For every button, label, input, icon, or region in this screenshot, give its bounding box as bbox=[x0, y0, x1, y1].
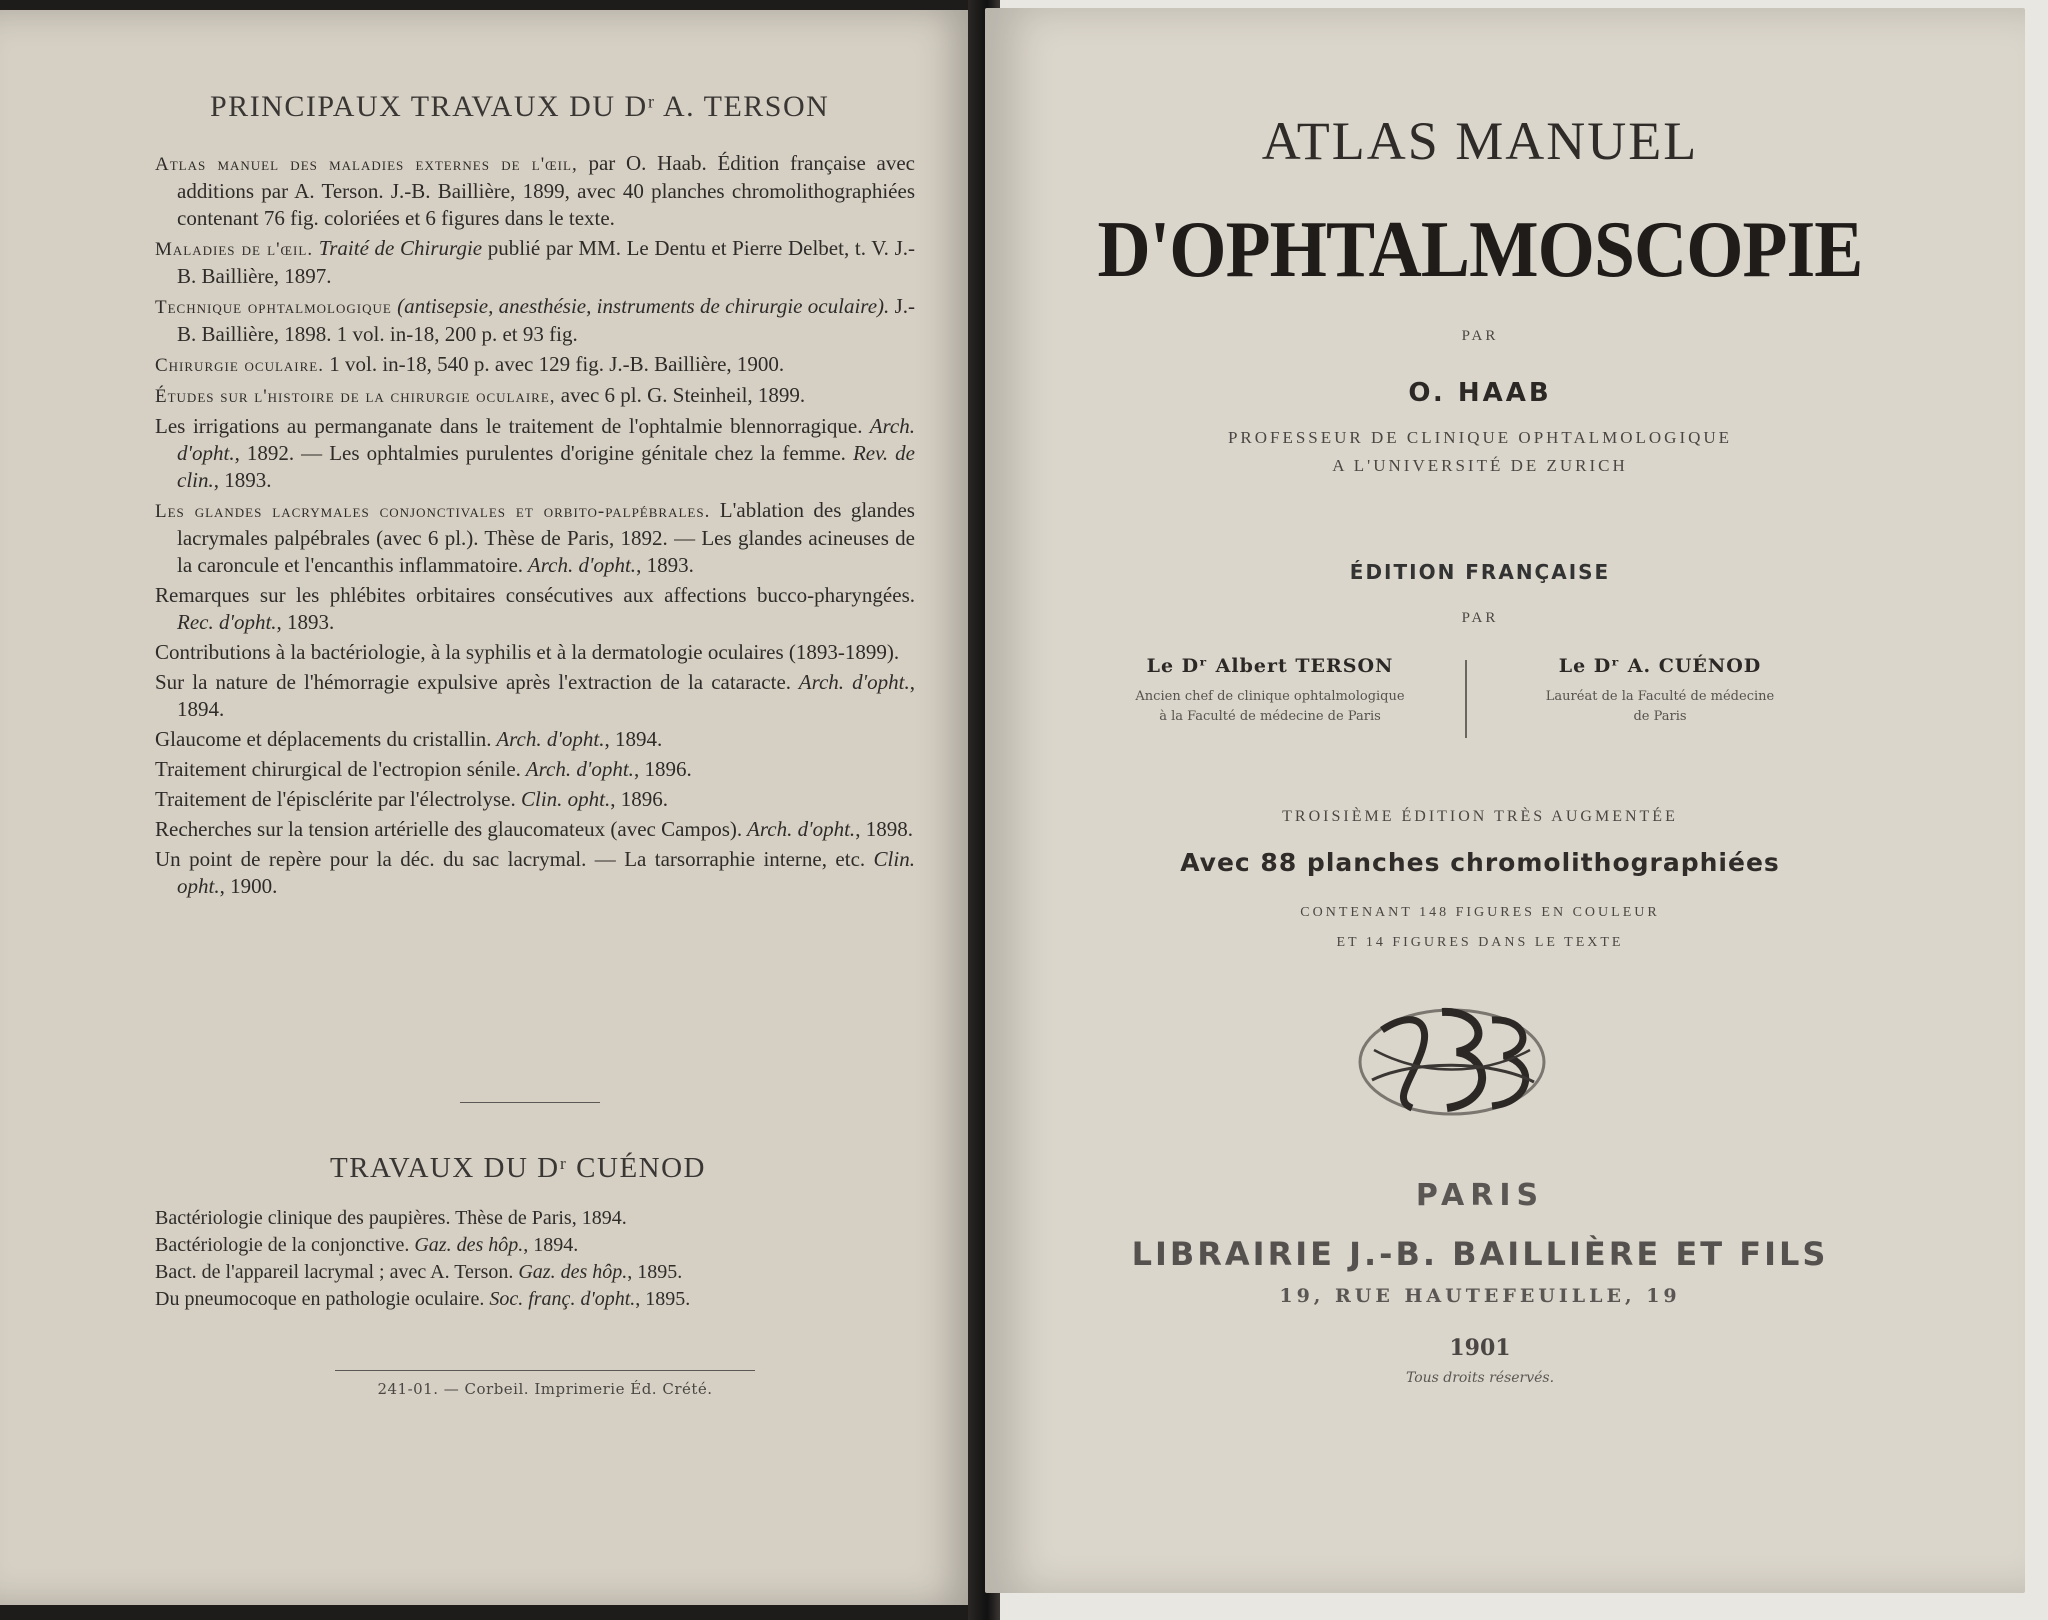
collaborator-cuenod bbox=[1490, 655, 1830, 727]
cuenod-works-list bbox=[155, 1205, 915, 1313]
collaborator-role-line: à la Faculté de médecine de Paris bbox=[1159, 709, 1381, 724]
terson-works-list bbox=[155, 150, 915, 903]
bibliography-entry: Recherches sur la tension artérielle des glaucomateux (avec Campos). Arch. d'opht., 1898. bbox=[155, 817, 913, 841]
bibliography-entry: Contributions à la bactériologie, à la syphilis et à la dermatologie oculaires (1893-1899). bbox=[155, 640, 900, 664]
bibliography-entry: Technique ophtalmologique (antisepsie, anesthésie, instruments de chirurgie oculaire). J.-B. Baillière, 1898. 1 vol. in-18, 200 p. et 93 fig. bbox=[155, 294, 915, 346]
bibliography-entry: Bactériologie clinique des paupières. Thèse de Paris, 1894. bbox=[155, 1207, 627, 1229]
collaborator-role bbox=[1490, 687, 1830, 727]
bibliography-entry: Atlas manuel des maladies externes de l'œil, par O. Haab. Édition française avec additions par A. Terson. J.-B. Baillière, 1899, avec 40 planches chromolithographiées contenant 76 fig. coloriées et 6 figures dans le texte. bbox=[155, 151, 915, 230]
bibliography-entry: Un point de repère pour la déc. du sac lacrymal. — La tarsorraphie interne, etc. Clin. opht., 1900. bbox=[155, 847, 915, 898]
edition-note: TROISIÈME ÉDITION TRÈS AUGMENTÉE bbox=[1282, 808, 1678, 825]
collaborator-name: Le Dʳ Albert TERSON bbox=[1146, 655, 1394, 677]
bibliography-entry: Bactériologie de la conjonctive. Gaz. des hôp., 1894. bbox=[155, 1234, 579, 1256]
figures-note-1: CONTENANT 148 FIGURES EN COULEUR bbox=[1300, 905, 1660, 920]
publication-year: 1901 bbox=[1449, 1335, 1511, 1361]
terson-works-heading: PRINCIPAUX TRAVAUX DU Dʳ A. TERSON bbox=[210, 90, 830, 123]
collaborator-role-line: Lauréat de la Faculté de médecine bbox=[1545, 689, 1775, 704]
publisher-address: 19, RUE HAUTEFEUILLE, 19 bbox=[1279, 1285, 1681, 1307]
figures-note-2: ET 14 FIGURES DANS LE TEXTE bbox=[1336, 935, 1624, 950]
printer-imprint: 241-01. — Corbeil. Imprimerie Éd. Crété. bbox=[377, 1380, 713, 1398]
publisher-city: PARIS bbox=[1415, 1178, 1545, 1213]
bibliography-entry: Maladies de l'œil. Traité de Chirurgie publié par MM. Le Dentu et Pierre Delbet, t. V. J.-B. Baillière, 1897. bbox=[155, 236, 915, 288]
publisher-monogram-icon bbox=[1352, 990, 1552, 1130]
plates-note: Avec 88 planches chromolithographiées bbox=[1180, 848, 1780, 877]
collaborator-terson bbox=[1095, 655, 1445, 727]
collaborator-role bbox=[1095, 687, 1445, 727]
collaborator-separator bbox=[1465, 660, 1467, 738]
bibliography-entry: Remarques sur les phlébites orbitaires consécutives aux affections bucco-pharyngées. Rec. d'opht., 1893. bbox=[155, 583, 915, 634]
bibliography-entry: Études sur l'histoire de la chirurgie oculaire, avec 6 pl. G. Steinheil, 1899. bbox=[155, 383, 806, 407]
bibliography-entry: Du pneumocoque en pathologie oculaire. Soc. franç. d'opht., 1895. bbox=[155, 1288, 691, 1310]
bibliography-entry: Les irrigations au permanganate dans le traitement de l'ophtalmie blennorragique. Arch. d'opht., 1892. — Les ophtalmies purulentes d'origine génitale chez la femme. Rev. de clin., 1893. bbox=[155, 414, 915, 492]
bibliography-entry: Sur la nature de l'hémorragie expulsive après l'extraction de la cataracte. Arch. d'opht., 1894. bbox=[155, 670, 915, 721]
book-title-line2: D'OPHTALMOSCOPIE bbox=[1097, 206, 1863, 294]
author-university: A L'UNIVERSITÉ DE ZURICH bbox=[1332, 456, 1628, 475]
bibliography-entry: Traitement de l'épisclérite par l'électrolyse. Clin. opht., 1896. bbox=[155, 787, 669, 811]
section-divider bbox=[460, 1102, 600, 1103]
bibliography-entry: Traitement chirurgical de l'ectropion sénile. Arch. d'opht., 1896. bbox=[155, 757, 692, 781]
cuenod-works-heading: TRAVAUX DU Dʳ CUÉNOD bbox=[330, 1152, 707, 1184]
book-title-line1: ATLAS MANUEL bbox=[1261, 111, 1699, 171]
bibliography-entry: Bact. de l'appareil lacrymal ; avec A. Terson. Gaz. des hôp., 1895. bbox=[155, 1261, 683, 1283]
collaborator-role-line: Ancien chef de clinique ophtalmologique bbox=[1135, 689, 1405, 704]
bibliography-entry: Glaucome et déplacements du cristallin. Arch. d'opht., 1894. bbox=[155, 727, 663, 751]
publisher-name: LIBRAIRIE J.-B. BAILLIÈRE ET FILS bbox=[1131, 1235, 1829, 1273]
imprint-rule bbox=[335, 1370, 755, 1371]
bibliography-entry: Les glandes lacrymales conjonctivales et orbito-palpébrales. L'ablation des glandes lacrymales palpébrales (avec 6 pl.). Thèse de Paris, 1892. — Les glandes acineuses de la caroncule et l'encanthis inflammatoire. Arch. d'opht., 1893. bbox=[155, 498, 915, 577]
rights-notice: Tous droits réservés. bbox=[1405, 1370, 1555, 1386]
bibliography-entry: Chirurgie oculaire. 1 vol. in-18, 540 p. avec 129 fig. J.-B. Baillière, 1900. bbox=[155, 352, 785, 376]
by-label: PAR bbox=[1461, 328, 1499, 344]
author-name: O. HAAB bbox=[1408, 378, 1552, 408]
author-title: PROFESSEUR DE CLINIQUE OPHTALMOLOGIQUE bbox=[1227, 428, 1733, 447]
collaborator-name: Le Dʳ A. CUÉNOD bbox=[1558, 655, 1762, 677]
by-label-2: PAR bbox=[1461, 610, 1499, 626]
collaborator-role-line: de Paris bbox=[1633, 709, 1687, 724]
edition-label: ÉDITION FRANÇAISE bbox=[1349, 560, 1611, 584]
